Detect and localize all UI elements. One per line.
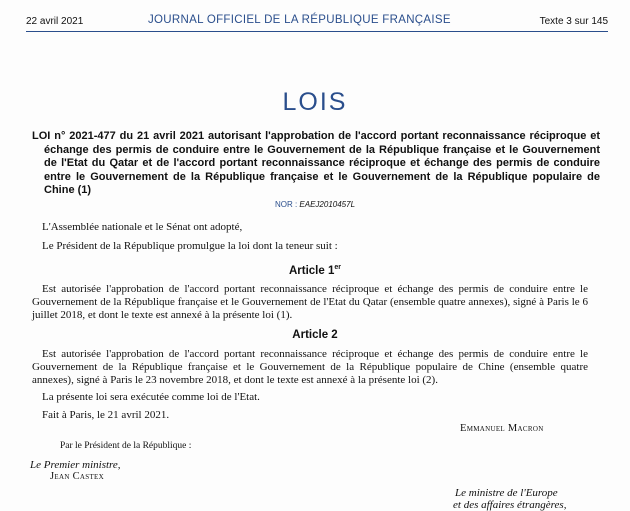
president-signature: Emmanuel Macron: [460, 423, 544, 434]
article-1-sup: er: [334, 264, 341, 271]
minister-title-line2: et des affaires étrangères,: [453, 499, 567, 511]
publication-date: 22 avril 2021: [26, 16, 84, 27]
journal-header: [26, 14, 608, 30]
text-number: Texte 3 sur 145: [539, 16, 608, 27]
promulgation-paragraph: Le Président de la République promulgue la loi dont la teneur suit :: [42, 240, 338, 252]
fait-paragraph: Fait à Paris, le 21 avril 2021.: [42, 409, 170, 421]
minister-title-line1: Le ministre de l'Europe: [455, 487, 558, 499]
section-title: LOIS: [282, 88, 348, 116]
article-1-heading: [0, 264, 630, 277]
article-2-text: Est autorisée l'approbation de l'accord portant reconnaissance réciproque et échange des permis de conduire entre le Gouvernement de la République française et le Gouvernement de la République populaire de Chine (ensemble quatre annexes), signé à Paris le 23 novembre 2018, et dont le texte est annexé à la présente loi (2).: [32, 348, 588, 386]
loi-title: LOI n° 2021-477 du 21 avril 2021 autorisant l'approbation de l'accord portant reconnaissance réciproque et échange des permis de conduire entre le Gouvernement de la République française et le Gouvernement de l'Etat du Qatar et de l'accord portant reconnaissance réciproque et échange des permis de conduire entre le Gouvernement de la République française et le Gouvernement de la République populaire de Chine (1): [32, 130, 600, 196]
article-2-heading: Article 2: [292, 329, 338, 341]
journal-title: JOURNAL OFFICIEL DE LA RÉPUBLIQUE FRANÇAISE: [148, 14, 451, 26]
adopted-paragraph: L'Assemblée nationale et le Sénat ont adopté,: [42, 221, 243, 233]
nor-code: EAEJ2010457L: [299, 200, 356, 209]
par-le-president: Par le Président de la République :: [60, 441, 192, 451]
nor-reference: [0, 200, 630, 209]
header-rule: [26, 31, 608, 32]
nor-label: NOR :: [274, 200, 298, 209]
pm-signature: Jean Castex: [50, 471, 104, 482]
pm-title: Le Premier ministre,: [30, 459, 121, 471]
article-1-label: Article 1: [288, 264, 335, 277]
execution-paragraph: La présente loi sera exécutée comme loi de l'Etat.: [42, 391, 260, 403]
article-1-text: Est autorisée l'approbation de l'accord portant reconnaissance réciproque et échange des permis de conduire entre le Gouvernement de la République française et le Gouvernement de l'Etat du Qatar (ensemble quatre annexes), signé à Paris le 6 juillet 2018, et dont le texte est annexé à la présente loi (1).: [32, 283, 588, 321]
